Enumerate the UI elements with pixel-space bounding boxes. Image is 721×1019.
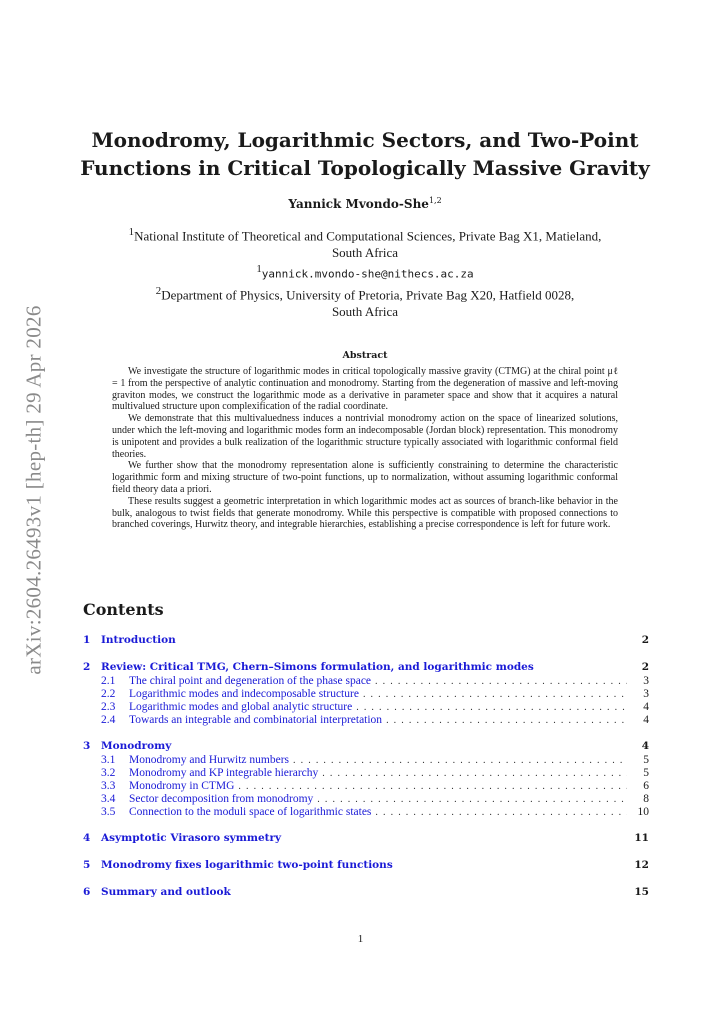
toc-subsection-page: 5	[643, 754, 649, 766]
toc-section-page: 2	[641, 661, 649, 673]
affiliation-1-country: South Africa	[331, 244, 399, 260]
affiliations	[80, 224, 650, 320]
toc-subsection-title[interactable]: Logarithmic modes and global analytic structure	[129, 701, 353, 713]
title-line-2: Functions in Critical Topologically Massive Gravity	[80, 156, 650, 180]
toc-section-number: 3	[83, 740, 91, 752]
toc-section-5[interactable]	[83, 857, 649, 873]
toc-subsection-page: 3	[643, 688, 649, 700]
toc-section-1[interactable]	[83, 632, 649, 648]
toc-section-title[interactable]: Summary and outlook	[101, 886, 231, 898]
toc-subsection-page: 4	[643, 701, 649, 713]
toc-section-page: 11	[634, 832, 649, 844]
toc-section-page: 12	[634, 859, 649, 871]
toc-subsection-number: 3.5	[101, 806, 116, 818]
toc-subsection-title[interactable]: Monodromy and KP integrable hierarchy	[129, 767, 319, 779]
toc-section-number: 1	[83, 634, 91, 646]
toc-subsection-title[interactable]: Sector decomposition from monodromy	[129, 793, 314, 805]
toc-subsection-3.3[interactable]	[83, 780, 649, 793]
contents-heading: Contents	[83, 600, 164, 619]
toc-subsection-number: 3.3	[101, 780, 116, 792]
toc-section-number: 2	[83, 661, 91, 673]
table-of-contents	[83, 632, 649, 900]
abstract-heading: Abstract	[342, 350, 388, 361]
toc-leader-dots	[356, 701, 627, 714]
toc-leader-dots	[238, 780, 627, 793]
affiliation-2-mark: 2	[155, 285, 162, 298]
affiliation-1-mark: 1	[128, 226, 135, 238]
abstract-paragraph-2: We demonstrate that this multivaluedness induces a nontrivial monodromy action on the space of linearized solutions, under which the left-moving and logarithmic modes form an indecomposable (Jordan block) representation. This monodromy is unipotent and provides a bulk realization of the logarithmic structure typically associated with logarithmic conformal field theories.	[112, 413, 618, 460]
toc-subsection-number: 2.2	[101, 688, 116, 700]
author-email[interactable]: yannick.mvondo-she@nithecs.ac.za	[261, 267, 474, 281]
toc-subsection-title[interactable]: Monodromy in CTMG	[129, 780, 235, 792]
toc-subsection-page: 4	[643, 714, 649, 726]
toc-leader-dots	[386, 714, 627, 727]
affiliation-1-line-1: National Institute of Theoretical and Computational Sciences, Private Bag X1, Matieland,	[134, 228, 602, 244]
toc-section-title[interactable]: Monodromy	[101, 740, 172, 752]
author-line	[80, 196, 650, 211]
toc-section-page: 2	[641, 634, 649, 646]
toc-section-page: 4	[641, 740, 649, 752]
toc-subsection-page: 8	[643, 793, 649, 805]
toc-subsection-number: 3.1	[101, 754, 116, 766]
toc-section-number: 4	[83, 832, 91, 844]
author-affiliation-marks: 1,2	[428, 196, 442, 205]
toc-leader-dots	[293, 754, 627, 767]
toc-section-title[interactable]: Monodromy fixes logarithmic two-point functions	[101, 859, 393, 871]
toc-leader-dots	[375, 675, 627, 688]
toc-section-title[interactable]: Asymptotic Virasoro symmetry	[101, 832, 282, 844]
toc-subsection-title[interactable]: The chiral point and degeneration of the phase space	[129, 675, 372, 687]
paper-title	[80, 126, 650, 182]
abstract-paragraph-3: We further show that the monodromy representation alone is sufficiently constraining to determine the characteristic logarithmic form and mixing structure of two-point functions, up to normalization, without assuming logarithmic conformal field theory data a priori.	[112, 460, 618, 495]
email-line	[80, 261, 650, 283]
abstract-body	[112, 366, 618, 531]
toc-section-number: 5	[83, 859, 91, 871]
toc-subsection-2.3[interactable]	[83, 701, 649, 714]
toc-subsection-2.1[interactable]	[83, 675, 649, 688]
email-mark: 1	[256, 263, 262, 276]
title-line-1: Monodromy, Logarithmic Sectors, and Two-Point	[91, 128, 639, 152]
toc-subsection-page: 10	[637, 806, 649, 818]
toc-subsection-title[interactable]: Logarithmic modes and indecomposable structure	[129, 688, 359, 700]
page-number: 1	[357, 933, 364, 945]
author-name: Yannick Mvondo-She	[288, 197, 429, 211]
affiliation-2-country: South Africa	[331, 303, 399, 319]
toc-subsection-title[interactable]: Monodromy and Hurwitz numbers	[129, 754, 290, 766]
toc-subsection-number: 2.3	[101, 701, 116, 713]
toc-subsection-3.2[interactable]	[83, 767, 649, 780]
toc-subsection-page: 6	[643, 780, 649, 792]
toc-subsection-number: 3.2	[101, 767, 116, 779]
toc-section-2[interactable]	[83, 659, 649, 675]
toc-section-3[interactable]	[83, 738, 649, 754]
toc-section-title[interactable]: Introduction	[101, 634, 176, 646]
toc-subsection-title[interactable]: Towards an integrable and combinatorial interpretation	[129, 714, 383, 726]
toc-leader-dots	[375, 806, 627, 819]
arxiv-identifier-text: arXiv:2604.26493v1 [hep-th] 29 Apr 2026	[21, 305, 46, 675]
toc-subsection-number: 3.4	[101, 793, 116, 805]
toc-subsection-title[interactable]: Connection to the moduli space of logarithmic states	[129, 806, 372, 818]
toc-subsection-number: 2.4	[101, 714, 116, 726]
toc-section-page: 15	[634, 886, 649, 898]
affiliation-1	[80, 224, 650, 245]
toc-subsection-3.4[interactable]	[83, 793, 649, 806]
toc-section-number: 6	[83, 886, 91, 898]
toc-subsection-2.2[interactable]	[83, 688, 649, 701]
toc-subsection-page: 5	[643, 767, 649, 779]
toc-section-4[interactable]	[83, 830, 649, 846]
toc-leader-dots	[322, 767, 627, 780]
toc-subsection-3.5[interactable]	[83, 806, 649, 819]
toc-subsection-3.1[interactable]	[83, 754, 649, 767]
toc-section-6[interactable]	[83, 884, 649, 900]
arxiv-identifier-sidebar	[8, 300, 60, 680]
toc-leader-dots	[363, 688, 627, 701]
toc-section-title[interactable]: Review: Critical TMG, Chern–Simons formulation, and logarithmic modes	[101, 661, 534, 673]
toc-subsection-page: 3	[643, 675, 649, 687]
abstract-paragraph-4: These results suggest a geometric interpretation in which logarithmic modes act as sources of branch-like behavior in the bulk, analogous to twist fields that generate monodromy. While this perspective is compatible with proposed connections to branched coverings, Hurwitz theory, and integrable hierarchies, establishing a precise correspondence is left for future work.	[112, 495, 618, 531]
affiliation-2-line-1: Department of Physics, University of Pretoria, Private Bag X20, Hatfield 0028,	[161, 287, 575, 303]
affiliation-2	[80, 283, 650, 304]
toc-leader-dots	[317, 793, 627, 806]
abstract-paragraph-1: We investigate the structure of logarithmic modes in critical topologically massive gravity (CTMG) at the chiral point μℓ = 1 from the perspective of analytic continuation and monodromy. Starting from the degeneration of massive and left-moving graviton modes, we construct the logarithmic mode as a derivative in parameter space and show that it acquires a natural multivalued structure upon complexification of the radial coordinate.	[112, 366, 618, 413]
toc-subsection-2.4[interactable]	[83, 714, 649, 727]
toc-subsection-number: 2.1	[101, 675, 116, 687]
